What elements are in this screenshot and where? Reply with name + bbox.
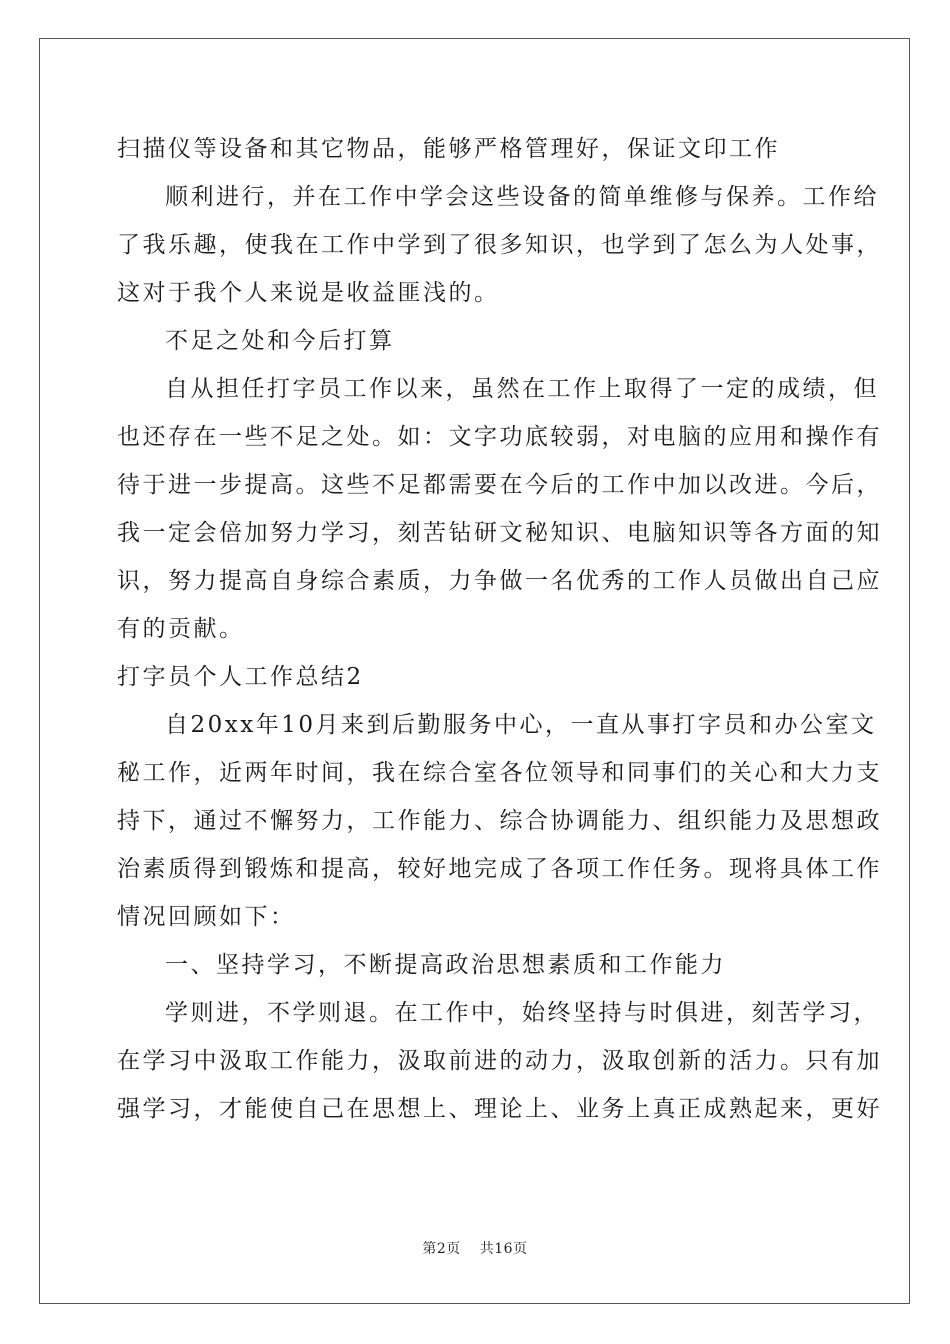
- text-line: 待于进一步提高。这些不足都需要在今后的工作中加以改进。今后，: [117, 472, 882, 498]
- text-line: 自从担任打字员工作以来，虽然在工作上取得了一定的成绩，但: [165, 376, 879, 402]
- text-line: 自20xx年10月来到后勤服务中心，一直从事打字员和办公室文: [165, 712, 877, 738]
- text-line: 不足之处和今后打算: [165, 328, 395, 354]
- text-line: 了我乐趣，使我在工作中学到了很多知识，也学到了怎么为人处事，: [117, 232, 882, 258]
- page-number: 第2页: [422, 1241, 461, 1257]
- page-total: 共16页: [479, 1241, 528, 1257]
- text-line: 也还存在一些不足之处。如：文字功底较弱，对电脑的应用和操作有: [117, 424, 882, 450]
- text-line: 识，努力提高自身综合素质，力争做一名优秀的工作人员做出自己应: [117, 568, 882, 594]
- page-footer: [0, 1238, 950, 1258]
- text-line: 情况回顾如下：: [117, 904, 296, 930]
- text-line: 我一定会倍加努力学习，刻苦钻研文秘知识、电脑知识等各方面的知: [117, 520, 882, 546]
- text-line: 秘工作，近两年时间，我在综合室各位领导和同事们的关心和大力支: [117, 760, 882, 786]
- text-line: 在学习中汲取工作能力，汲取前进的动力，汲取创新的活力。只有加: [117, 1048, 882, 1074]
- text-line: 学则进，不学则退。在工作中，始终坚持与时俱进，刻苦学习，: [165, 1000, 879, 1026]
- text-line: 强学习，才能使自己在思想上、理论上、业务上真正成熟起来，更好: [117, 1096, 882, 1122]
- text-line: 打字员个人工作总结2: [117, 664, 364, 690]
- text-line: 治素质得到锻炼和提高，较好地完成了各项工作任务。现将具体工作: [117, 856, 882, 882]
- text-line: 这对于我个人来说是收益匪浅的。: [117, 280, 500, 306]
- text-line: 顺利进行，并在工作中学会这些设备的简单维修与保养。工作给: [165, 184, 879, 210]
- text-line: 持下，通过不懈努力，工作能力、综合协调能力、组织能力及思想政: [117, 808, 882, 834]
- text-line: 有的贡献。: [117, 616, 245, 642]
- document-body: [117, 125, 882, 1133]
- text-line: 一、坚持学习，不断提高政治思想素质和工作能力: [165, 952, 726, 978]
- text-line: 扫描仪等设备和其它物品，能够严格管理好，保证文印工作: [117, 136, 780, 162]
